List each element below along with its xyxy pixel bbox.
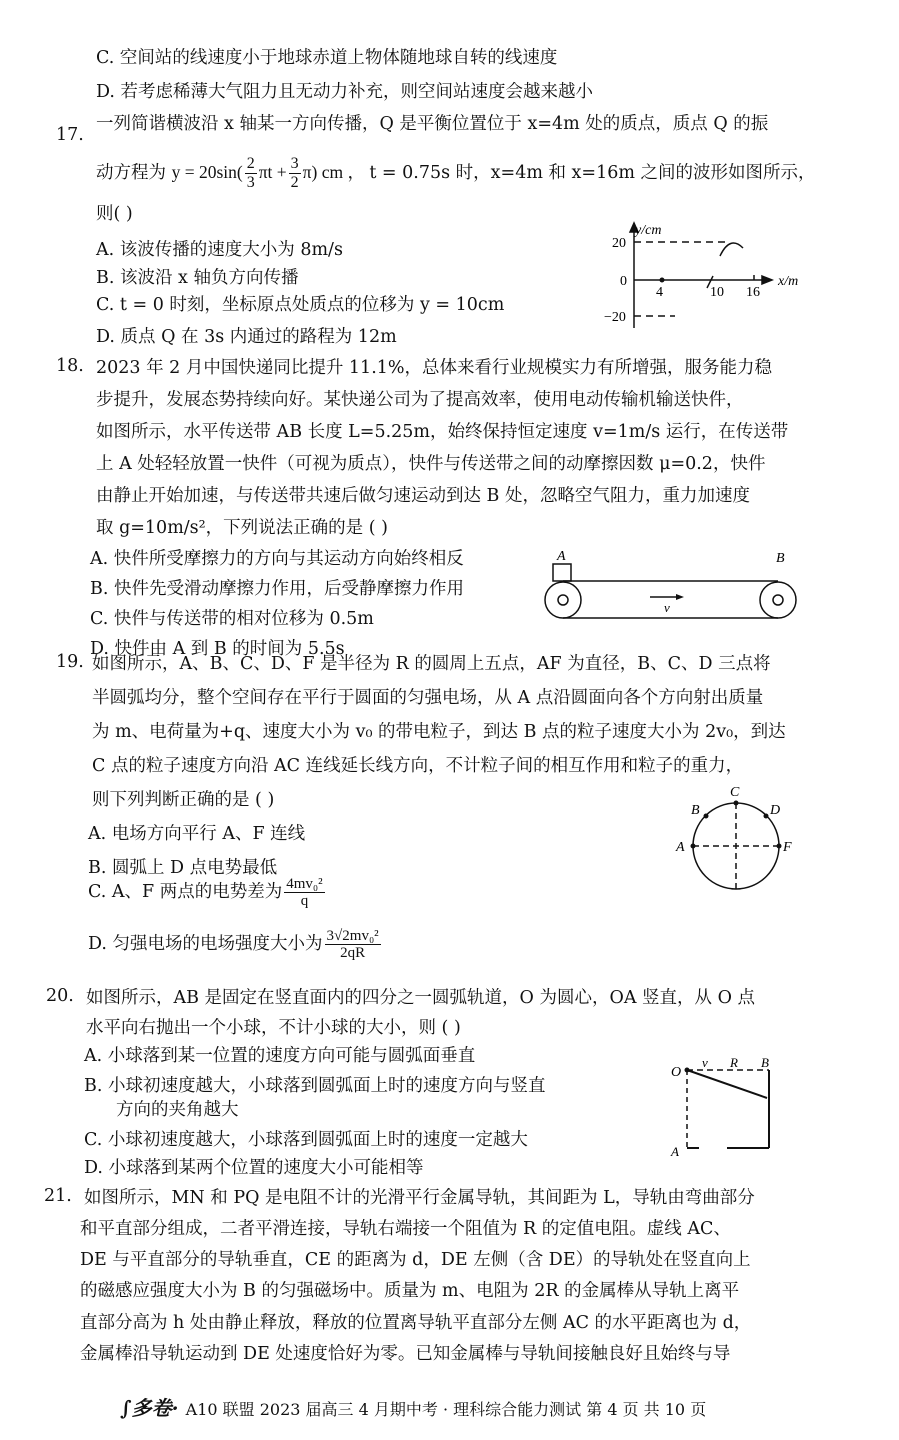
q18-line-3: 如图所示，水平传送带 AB 长度 L=5.25m，始终保持恒定速度 v=1m/s 运行，在传送带 bbox=[96, 422, 789, 442]
point-b bbox=[704, 814, 709, 819]
q17-line-2 bbox=[96, 150, 816, 194]
q17-option-c: C. t = 0 时刻，坐标原点处质点的位移为 y = 10cm bbox=[96, 295, 505, 315]
left-roller bbox=[545, 582, 581, 618]
q20-option-b-cont: 方向的夹角越大 bbox=[116, 1100, 239, 1120]
point-o bbox=[685, 1068, 690, 1073]
q19-line-1: 如图所示，A、B、C、D、F 是半径为 R 的圆周上五点，AF 为直径，B、C、D 三点将 bbox=[92, 654, 771, 674]
q18-line-1: 2023 年 2 月中国快递同比提升 11.1%，总体来看行业规模实力有所增强，服务能力稳 bbox=[96, 358, 773, 378]
q17-line-2-suffix: t = 0.75s 时，x=4m 和 x=16m 之间的波形如图所示， bbox=[369, 163, 816, 183]
label-b: B bbox=[761, 1058, 769, 1070]
q17-line-1: 一列简谐横波沿 x 轴某一方向传播，Q 是平衡位置位于 x=4m 处的质点，质点 Q 的振 bbox=[96, 114, 769, 134]
label-o: O bbox=[671, 1065, 682, 1080]
fraction-numerator: 3√2mv₀² bbox=[326, 928, 379, 944]
y-tick-0: 0 bbox=[620, 274, 627, 289]
fraction-denominator: 2 bbox=[290, 174, 299, 192]
q19-line-4: C 点的粒子速度方向沿 AC 连线延长线方向，不计粒子间的相互作用和粒子的重力， bbox=[92, 756, 744, 776]
q19-option-d bbox=[88, 922, 383, 966]
page-footer bbox=[120, 1392, 706, 1421]
equation-lhs: y = 20sin( bbox=[171, 162, 243, 182]
equation-rhs: π) cm ， bbox=[302, 162, 365, 182]
label-b: B bbox=[776, 551, 785, 566]
q20-option-d: D. 小球落到某两个位置的速度大小可能相等 bbox=[84, 1158, 424, 1178]
q21-line-1: 如图所示，MN 和 PQ 是电阻不计的光滑平行金属导轨，其间距为 L，导轨由弯曲部分 bbox=[84, 1188, 755, 1208]
q21-line-4: 的磁感应强度大小为 B 的匀强磁场中。质量为 m、电阻为 2R 的金属棒从导轨上离平 bbox=[80, 1281, 740, 1301]
footer-text: A10 联盟 2023 届高三 4 月期中考 · 理科综合能力测试 第 4 页 共 10 页 bbox=[185, 1400, 707, 1419]
prev-option-d: D. 若考虑稀薄大气阻力且无动力补充，则空间站速度会越来越小 bbox=[96, 82, 594, 102]
q17-equation bbox=[171, 155, 370, 192]
q19-option-d-text: D. 匀强电场的电场强度大小为 bbox=[88, 934, 323, 954]
y-tick-neg20: −20 bbox=[604, 310, 626, 325]
q18-conveyor-figure bbox=[540, 545, 810, 625]
q18-option-d: D. 快件由 A 到 B 的时间为 5.5s bbox=[90, 639, 345, 659]
q20-option-a: A. 小球落到某一位置的速度方向可能与圆弧面垂直 bbox=[84, 1046, 476, 1066]
right-roller-axle bbox=[773, 595, 783, 605]
fraction-denominator: 2qR bbox=[340, 945, 366, 961]
label-b: B bbox=[691, 803, 700, 818]
q21-line-2: 和平直部分组成，二者平滑连接，导轨右端接一个阻值为 R 的定值电阻。虚线 AC、 bbox=[80, 1219, 731, 1239]
fraction-numerator: 4mv₀² bbox=[286, 876, 323, 892]
q19-option-a: A. 电场方向平行 A、F 连线 bbox=[88, 824, 306, 844]
q21-line-3: DE 与平直部分的导轨垂直，CE 的距离为 d，DE 左侧（含 DE）的导轨处在竖直向上 bbox=[80, 1250, 751, 1270]
q21-line-5: 直部分高为 h 处由静止释放，释放的位置离导轨平直部分左侧 AC 的水平距离也为 d， bbox=[80, 1313, 752, 1333]
waveform-segment bbox=[720, 243, 743, 256]
x-tick-16: 16 bbox=[746, 285, 760, 300]
q19-circle-figure bbox=[660, 780, 800, 900]
label-f: F bbox=[783, 840, 792, 855]
q20-option-b: B. 小球初速度越大，小球落到圆弧面上时的速度方向与竖直 bbox=[84, 1076, 546, 1096]
y-tick-20: 20 bbox=[612, 236, 626, 251]
q18-line-6: 取 g=10m/s²，下列说法正确的是 ( ) bbox=[96, 518, 388, 538]
q19-line-5: 则下列判断正确的是 ( ) bbox=[92, 790, 275, 810]
question-number-18: 18. bbox=[56, 356, 84, 376]
q20-option-c: C. 小球初速度越大，小球落到圆弧面上时的速度一定越大 bbox=[84, 1130, 528, 1150]
fraction-denominator: 3 bbox=[246, 174, 255, 192]
publisher-logo: ∫多卷· bbox=[120, 1396, 179, 1420]
q21-line-6: 金属棒沿导轨运动到 DE 处速度恰好为零。已知金属棒与导轨间接触良好且始终与导 bbox=[80, 1344, 731, 1364]
question-number-17: 17. bbox=[56, 125, 84, 145]
arrow-head-icon bbox=[676, 594, 684, 600]
left-roller-axle bbox=[558, 595, 568, 605]
q18-line-4: 上 A 处轻轻放置一快件（可视为质点），快件与传送带之间的动摩擦因数 μ=0.2，快件 bbox=[96, 454, 766, 474]
q19-option-c bbox=[88, 870, 327, 914]
q17-wave-figure bbox=[590, 220, 820, 335]
q18-line-5: 由静止开始加速，与传送带共速后做匀速运动到达 B 处，忽略空气阻力，重力加速度 bbox=[96, 486, 750, 506]
label-a: A bbox=[676, 840, 685, 855]
label-d: D bbox=[770, 803, 781, 818]
equation-mid: πt + bbox=[258, 162, 287, 182]
q20-line-1: 如图所示，AB 是固定在竖直面内的四分之一圆弧轨道，O 为圆心，OA 竖直，从 O 点 bbox=[86, 988, 755, 1008]
q18-line-2: 步提升，发展态势持续向好。某快递公司为了提高效率，使用电动传输机输送快件， bbox=[96, 390, 744, 410]
label-v: v bbox=[664, 600, 670, 615]
fraction-2-3 bbox=[245, 155, 257, 192]
q17-line-3: 则( ) bbox=[96, 204, 133, 224]
x-axis-label: x/m bbox=[778, 274, 799, 289]
question-number-19: 19. bbox=[56, 652, 84, 672]
fraction-4mv0sq-over-q bbox=[284, 876, 324, 909]
q17-option-b: B. 该波沿 x 轴负方向传播 bbox=[96, 268, 299, 288]
q19-option-c-text: C. A、F 两点的电势差为 bbox=[88, 882, 283, 902]
point-c bbox=[734, 801, 739, 806]
point-a bbox=[691, 844, 696, 849]
fraction-3-2 bbox=[289, 155, 301, 192]
q19-option-b: B. 圆弧上 D 点电势最低 bbox=[88, 858, 278, 878]
label-v: v bbox=[702, 1058, 708, 1070]
right-roller bbox=[760, 582, 796, 618]
q20-line-2: 水平向右抛出一个小球，不计小球的大小，则 ( ) bbox=[86, 1018, 461, 1038]
q18-option-c: C. 快件与传送带的相对位移为 0.5m bbox=[90, 609, 374, 629]
x-tick-4: 4 bbox=[656, 285, 663, 300]
q17-option-a: A. 该波传播的速度大小为 8m/s bbox=[96, 240, 343, 260]
q17-line-2-prefix: 动方程为 bbox=[96, 163, 166, 183]
q20-track-figure bbox=[665, 1058, 795, 1158]
prev-option-c: C. 空间站的线速度小于地球赤道上物体随地球自转的线速度 bbox=[96, 48, 558, 68]
point-f bbox=[777, 844, 782, 849]
label-r: R bbox=[730, 1058, 738, 1070]
trajectory bbox=[687, 1070, 767, 1098]
x-tick-10: 10 bbox=[710, 285, 724, 300]
point-q bbox=[660, 278, 665, 283]
label-a: A bbox=[557, 549, 566, 564]
q18-option-b: B. 快件先受滑动摩擦力作用，后受静摩擦力作用 bbox=[90, 579, 464, 599]
point-d bbox=[764, 814, 769, 819]
q19-line-2: 半圆弧均分，整个空间存在平行于圆面的匀强电场，从 A 点沿圆面向各个方向射出质量 bbox=[92, 688, 764, 708]
fraction-denominator: q bbox=[300, 893, 309, 909]
question-number-21: 21. bbox=[44, 1186, 72, 1206]
x-axis-arrow-icon bbox=[762, 276, 772, 284]
label-c: C bbox=[730, 785, 740, 800]
y-axis-label: y/cm bbox=[635, 223, 662, 238]
package-box bbox=[553, 564, 571, 581]
q18-option-a: A. 快件所受摩擦力的方向与其运动方向始终相反 bbox=[90, 549, 464, 569]
label-a: A bbox=[671, 1144, 679, 1158]
q19-line-3: 为 m、电荷量为+q、速度大小为 v₀ 的带电粒子，到达 B 点的粒子速度大小为 2v₀，到达 bbox=[92, 722, 786, 742]
question-number-20: 20. bbox=[46, 986, 74, 1006]
q17-option-d: D. 质点 Q 在 3s 内通过的路程为 12m bbox=[96, 327, 397, 347]
fraction-numerator: 3 bbox=[290, 155, 299, 173]
fraction-field-strength bbox=[325, 928, 381, 961]
fraction-numerator: 2 bbox=[246, 155, 255, 173]
